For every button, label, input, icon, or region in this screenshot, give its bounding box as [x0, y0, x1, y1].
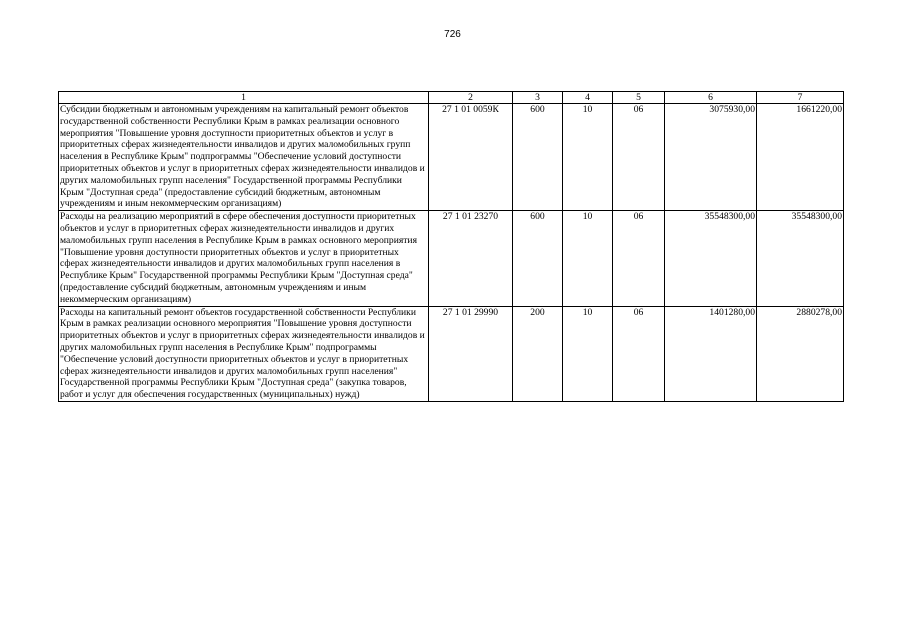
row-section: 10 [563, 104, 613, 211]
header-row [59, 92, 844, 104]
header-col-3: 3 [513, 92, 563, 104]
row-amount-6: 3075930,00 [665, 104, 757, 211]
row-subsection: 06 [613, 211, 665, 306]
row-amount-7: 1661220,00 [757, 104, 844, 211]
header-col-5: 5 [613, 92, 665, 104]
row-section: 10 [563, 306, 613, 401]
row-amount-7: 2880278,00 [757, 306, 844, 401]
row-subsection: 06 [613, 306, 665, 401]
row-target-code: 27 1 01 0059К [429, 104, 513, 211]
row-amount-7: 35548300,00 [757, 211, 844, 306]
header-col-7: 7 [757, 92, 844, 104]
budget-table [58, 91, 844, 402]
page-number: 726 [444, 29, 461, 40]
row-target-code: 27 1 01 23270 [429, 211, 513, 306]
header-col-2: 2 [429, 92, 513, 104]
row-expense-type: 600 [513, 104, 563, 211]
header-col-1: 1 [59, 92, 429, 104]
table-row [59, 104, 844, 211]
row-amount-6: 35548300,00 [665, 211, 757, 306]
table-row [59, 211, 844, 306]
row-expense-type: 200 [513, 306, 563, 401]
row-section: 10 [563, 211, 613, 306]
table-row [59, 306, 844, 401]
row-subsection: 06 [613, 104, 665, 211]
row-target-code: 27 1 01 29990 [429, 306, 513, 401]
row-description: Расходы на капитальный ремонт объектов государственной собственности Республики Крым в рамках реализации основного мероприятия "Повышение уровня доступности приоритетных объектов и услуг в приоритетных сферах жизнедеятельности инвалидов и других маломобильных групп населения в Республике Крым" подпрограммы "Обеспечение условий доступности приоритетных объектов и услуг в приоритетных сферах жизнедеятельности инвалидов и других маломобильных групп населения" Государственной программы Республики Крым "Доступная среда" (закупка товаров, работ и услуг для обеспечения государственных (муниципальных) нужд) [59, 306, 429, 401]
row-description: Расходы на реализацию мероприятий в сфере обеспечения доступности приоритетных объектов и услуг в приоритетных сферах жизнедеятельности инвалидов и других маломобильных групп населения в Республике Крым в рамках основного мероприятия "Повышение уровня доступности приоритетных объектов и услуг в приоритетных сферах жизнедеятельности инвалидов и других маломобильных групп населения в Республике Крым" Государственной программы Республики Крым "Доступная среда" (предоставление субсидий бюджетным, автономным учреждениям и иным некоммерческим организациям) [59, 211, 429, 306]
row-expense-type: 600 [513, 211, 563, 306]
row-amount-6: 1401280,00 [665, 306, 757, 401]
header-col-4: 4 [563, 92, 613, 104]
header-col-6: 6 [665, 92, 757, 104]
row-description: Субсидии бюджетным и автономным учреждениям на капитальный ремонт объектов государственной собственности Республики Крым в рамках реализации основного мероприятия "Повышение уровня доступности приоритетных объектов и услуг в приоритетных сферах жизнедеятельности инвалидов и других маломобильных групп населения в Республике Крым" подпрограммы "Обеспечение условий доступности приоритетных объектов и услуг в приоритетных сферах жизнедеятельности инвалидов и других маломобильных групп населения" Государственной программы Республики Крым "Доступная среда" (предоставление субсидий бюджетным, автономным учреждениям и иным некоммерческим организациям) [59, 104, 429, 211]
